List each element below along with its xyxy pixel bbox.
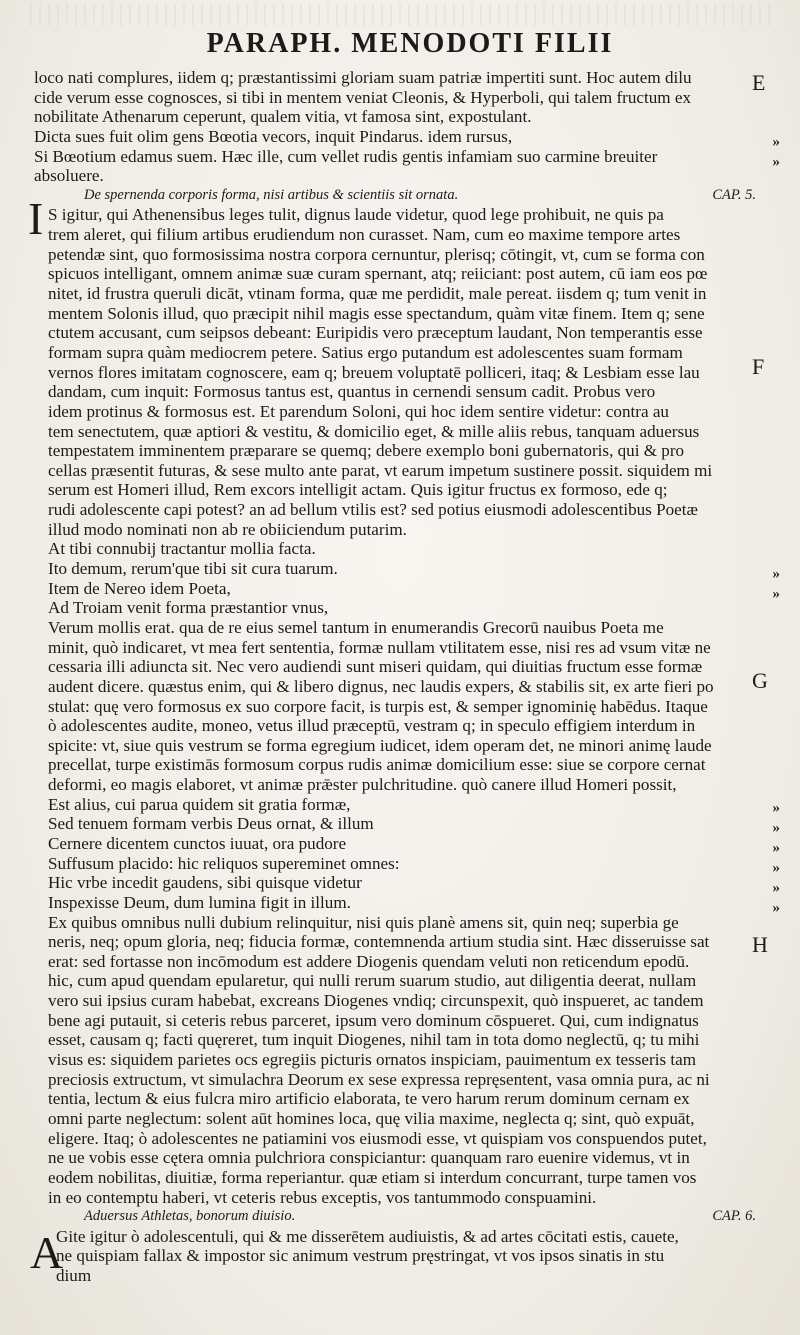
text-line: idem protinus & formosus est. Et parendum Soloni, qui hoc idem sentire videtur: contra au bbox=[48, 401, 669, 421]
text-line: absoluere. bbox=[34, 166, 104, 186]
paragraph-block-a bbox=[34, 68, 764, 186]
chapter-5-heading bbox=[34, 186, 764, 206]
text-line: audent dicere. quæstus enim, qui & libero dignus, nec laudis expers, & stabilis sit, ex arte fieri po bbox=[48, 676, 714, 696]
text-line: Est alius, cui parua quidem sit gratia formæ, bbox=[48, 794, 351, 814]
chapter-5-title: De spernenda corporis forma, nisi artibus & scientiis sit ornata. bbox=[84, 186, 459, 203]
quote-mark: » bbox=[772, 880, 780, 896]
text-line: Inspexisse Deum, dum lumina figit in illum. bbox=[48, 892, 351, 912]
text-line: Ito demum, rerum'que tibi sit cura tuarum. bbox=[48, 559, 338, 579]
text-body bbox=[34, 68, 764, 1286]
text-line: tempestatem imminentem præparare se quemq; debere exemplo boni gubernatoris, qui & pro bbox=[48, 441, 685, 461]
chapter-6-number: CAP. 6. bbox=[712, 1208, 756, 1225]
margin-signature-H: H bbox=[752, 932, 768, 957]
text-line: tentia, lectum & eius fulcra miro artificio elaborata, te vero harum rerum dominum cernam ex bbox=[48, 1089, 690, 1109]
text-line: Suffusum placido: hic reliquos supereminet omnes: bbox=[48, 853, 400, 873]
text-line: rudi adolescente capi potest? an ad bellum vtilis est? sed potius eiusmodi adolescentibus Poetæ bbox=[48, 500, 698, 520]
text-line: eodem nobilitas, diuitiæ, forma reperiantur. quæ etiam si interdum concurrant, turpe tamen vos bbox=[48, 1167, 697, 1187]
chapter-5-number: CAP. 5. bbox=[712, 186, 756, 203]
text-line: cessaria illi adiuncta sit. Nec vero audiendi sunt miseri quidam, qui diuitias fructum esse formæ bbox=[48, 657, 703, 677]
text-line: Si Bœotium edamus suem. Hæc ille, cum vellet rudis gentis infamiam suo carmine breuiter bbox=[34, 146, 658, 166]
margin-signature-E: E bbox=[752, 70, 766, 95]
text-line: tem senectutem, quæ aptiori & vestitu, & domicilio eget, & mille aliis rebus, tanquam aduersus bbox=[48, 421, 700, 441]
text-line: illud modo nominati non ab re obiiciendum putarim. bbox=[48, 519, 407, 539]
paragraph-block-b bbox=[34, 205, 764, 1207]
text-line: spicuos intelligant, omnem animæ suæ curam spernant, atq; reiiciant: post autem, cū iam eos pœ bbox=[48, 264, 708, 284]
text-line: eligere. Itaq; ò adolescentes ne patiamini vos eiusmodi esse, vt quispiam vos conspuendos putet, bbox=[48, 1128, 707, 1148]
quote-mark: » bbox=[772, 134, 780, 150]
text-line: vernos flores imitatam cognoscere, eam q; breuem voluptatē polliceri, itaq; & Lesbiam esse lau bbox=[48, 362, 700, 382]
text-line: stulat: quę vero formosus ex suo corpore facit, is turpis est, & semper ignominię habēdus. Itaque bbox=[48, 696, 708, 716]
text-line: petendæ sint, quo formosissima nostra corpora cernuntur, plerisq; cōtingit, vt, cum se forma con bbox=[48, 244, 705, 264]
quote-mark: » bbox=[772, 840, 780, 856]
chapter-6-title: Aduersus Athletas, bonorum diuisio. bbox=[84, 1208, 296, 1225]
text-line: Gite igitur ò adolescentuli, qui & me disserētem audiuistis, & ad artes cōcitati estis, cauete, bbox=[56, 1226, 679, 1246]
text-line: erat: sed fortasse non incōmodum est addere Diogenis quendam veluti non reticendum epodū. bbox=[48, 951, 690, 971]
text-line: Verum mollis erat. qua de re eius semel tantum in enumerandis Grecorū nauibus Poeta me bbox=[48, 617, 664, 637]
text-line: in eo contemptu haberi, vt ceteris rebus exceptis, vos tantummodo conspuamini. bbox=[48, 1187, 597, 1207]
text-line: hic, cum apud quendam epularetur, qui nulli rerum suarum studio, aut diligentia deerat, nullam bbox=[48, 971, 697, 991]
text-line: precellat, turpe existimās formosum corpus rudis animæ domicilium esse: siue se corpore cernat bbox=[48, 755, 706, 775]
text-line: Ex quibus omnibus nulli dubium relinquitur, nisi quis planè amens sit, quin neq; superbia ge bbox=[48, 912, 679, 932]
quote-mark: » bbox=[772, 900, 780, 916]
quote-mark: » bbox=[772, 800, 780, 816]
text-line: Sed tenuem formam verbis Deus ornat, & illum bbox=[48, 814, 374, 834]
drop-capital-I: I bbox=[28, 193, 44, 244]
drop-capital-A: A bbox=[30, 1227, 64, 1278]
text-line: mentem Solonis illud, quo præcipit nihil magis esse spectandum, quàm vitæ finem. Item q; sene bbox=[48, 303, 705, 323]
text-line: bene agi putauit, si ceteris rebus parceret, ipsum vero dominum cōspueret. Qui, cum indignatus bbox=[48, 1010, 699, 1030]
text-line: Hic vrbe incedit gaudens, sibi quisque videtur bbox=[48, 873, 362, 893]
text-line: At tibi connubij tractantur mollia facta. bbox=[48, 539, 316, 559]
text-line: formam supra quàm mediocrem petere. Satius ergo putandum est adolescentes suam formam bbox=[48, 342, 683, 362]
quote-mark: » bbox=[772, 586, 780, 602]
text-line: preciosis extructum, vt simulachra Deorum ex sese expressa repręsentent, vasa omnia pura, ac ni bbox=[48, 1069, 710, 1089]
text-line: esset, causam q; facti quęreret, tum inquit Diogenes, nihil tam in tota domo neglectū, q; tu mihi bbox=[48, 1030, 700, 1050]
text-line: ne quispiam fallax & impostor sic animum vestrum pręstringat, vt vos ipsos sinatis in stu bbox=[56, 1246, 665, 1266]
quote-mark: » bbox=[772, 154, 780, 170]
margin-signature-F: F bbox=[752, 354, 765, 379]
text-line: serum est Homeri illud, Rem excors intelligit actam. Quis igitur fructus ex formoso, ede q; bbox=[48, 480, 668, 500]
text-line: spicite: vt, siue quis vestrum se forma egregium iudicet, idem operam det, ne minori animę laude bbox=[48, 735, 712, 755]
text-line: omni parte neglectum: solent aūt homines loca, quę vilia maxime, neglecta q; sint, quò expuāt, bbox=[48, 1108, 695, 1128]
text-line: dium bbox=[56, 1266, 92, 1286]
quote-mark: » bbox=[772, 860, 780, 876]
text-line: S igitur, qui Athenensibus leges tulit, dignus laude videtur, quod lege prohibuit, ne quis pa bbox=[48, 205, 664, 225]
text-line: ne ue vobis esse cętera omnia pulchriora conspiciantur: quanquam raro euenire videmus, vt in bbox=[48, 1148, 690, 1168]
paragraph-block-c bbox=[34, 1227, 764, 1286]
text-line: minit, quò indicaret, vt mea fert sententia, formæ nullam vtilitatem esse, nisi res ad vsum vitæ ne bbox=[48, 637, 711, 657]
quote-mark: » bbox=[772, 566, 780, 582]
margin-signature-G: G bbox=[752, 668, 768, 693]
text-line: deformi, eo magis elaboret, vt animæ prǣster pulchritudine. quò canere illud Homeri possit, bbox=[48, 775, 677, 795]
text-line: Item de Nereo idem Poeta, bbox=[48, 578, 231, 598]
bleed-through-texture bbox=[30, 4, 770, 26]
text-line: Ad Troiam venit forma præstantior vnus, bbox=[48, 598, 329, 618]
text-line: ctutem accusant, cum seipsos debeant: Euripidis vero præceptum laudant, Non temperantis esse bbox=[48, 323, 703, 343]
text-line: loco nati complures, iidem q; præstantissimi gloriam suam patriæ impertiti sunt. Hoc autem dilu bbox=[34, 68, 692, 87]
text-line: Dicta sues fuit olim gens Bœotia vecors, inquit Pindarus. idem rursus, bbox=[34, 126, 513, 146]
text-line: cellas præsentit futuras, & sese multo ante parat, vt earum impetum sustinere possit. siquidem mi bbox=[48, 460, 713, 480]
text-line: nitet, id frustra queruli dicāt, vtinam forma, quæ me perdidit, male pereat. iisdem q; tum venit in bbox=[48, 284, 707, 304]
text-line: trem aleret, qui filium artibus erudiendum non curasset. Nam, cum eo maxime tempore artes bbox=[48, 225, 681, 245]
text-line: cide verum esse cognosces, si tibi in mentem veniat Cleonis, & Hyperboli, qui talem fructum ex bbox=[34, 87, 692, 107]
text-line: dandam, cum inquit: Formosus tantus est, quantus in cernendi sensum cadit. Probus vero bbox=[48, 382, 656, 402]
chapter-6-heading bbox=[34, 1207, 764, 1227]
text-line: nobilitate Athenarum ceperunt, qualem vitia, vt famosa sint, expostulant. bbox=[34, 107, 532, 127]
running-header: PARAPH. MENODOTI FILII bbox=[206, 28, 614, 59]
text-line: ò adolescentes audite, moneo, vetus illud præceptū, vestram q; in speculo effigiem interdum in bbox=[48, 716, 696, 736]
text-line: vero sui ipsius curam habebat, excreans Diogenes vndiq; circunspexit, quò inspueret, ac tandem bbox=[48, 991, 704, 1011]
text-line: neris, neq; opum gloria, neq; fiducia formæ, contemnenda artium studia sint. Hæc disseruisse sat bbox=[48, 932, 710, 952]
quote-mark: » bbox=[772, 820, 780, 836]
text-line: visus es: siquidem parietes ocs egregiis picturis ornatos inspiciam, pauimentum ex tesseris tam bbox=[48, 1050, 697, 1070]
text-line: Cernere dicentem cunctos iuuat, ora pudore bbox=[48, 833, 347, 853]
